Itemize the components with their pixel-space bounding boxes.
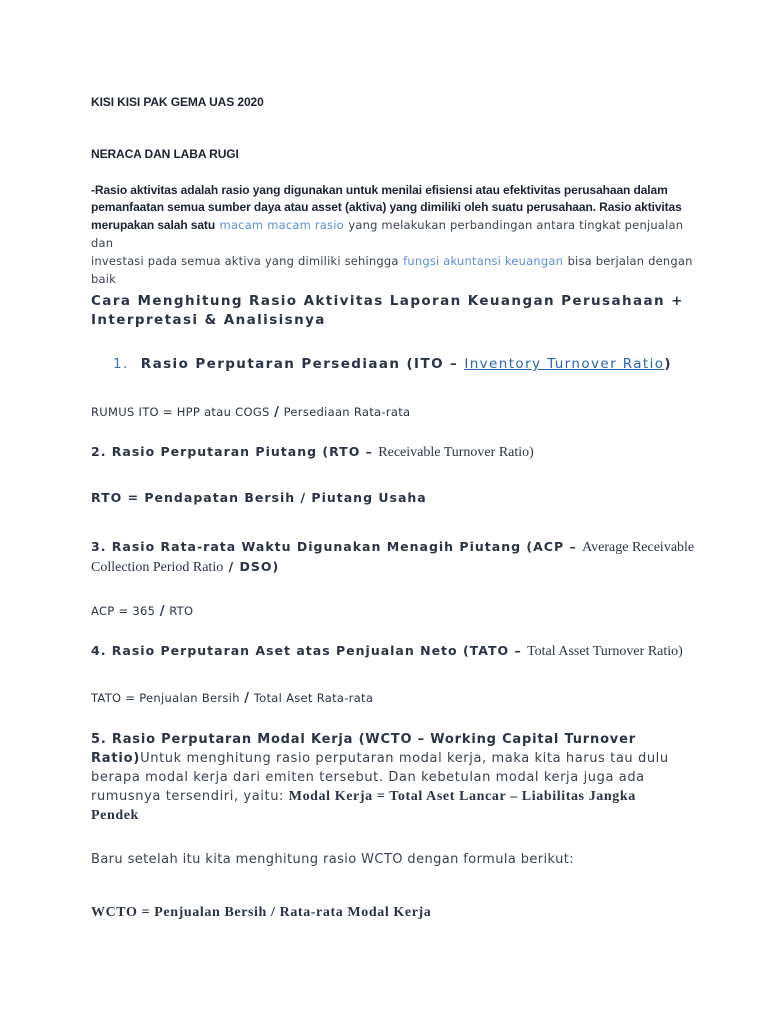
wcto-line-2-rest: Untuk menghitung rasio perputaran modal kerja, maka kita harus tau dulu bbox=[140, 751, 669, 766]
main-heading bbox=[91, 292, 696, 330]
rto-formula: RTO = Pendapatan Bersih / Piutang Usaha bbox=[91, 490, 427, 505]
tato-formula bbox=[91, 689, 696, 707]
wcto-section bbox=[91, 730, 708, 825]
ito-formula-slash: / bbox=[274, 405, 280, 420]
acp-formula bbox=[91, 602, 696, 620]
tato-heading bbox=[91, 643, 696, 660]
acp-line-2-serif: Collection Period Ratio bbox=[91, 560, 224, 575]
intro-line-4: investasi pada semua aktiva yang dimiliki sehingga bbox=[91, 254, 399, 268]
ito-formula bbox=[91, 403, 696, 421]
intro-paragraph bbox=[91, 182, 696, 288]
intro-line-2: pemanfaatan semua sumber daya atau asset (aktiva) yang dimiliki oleh suatu perusahaan. Rasio aktivitas bbox=[91, 200, 682, 214]
main-heading-line-2: Interpretasi & Analisisnya bbox=[91, 312, 326, 328]
document-title: KISI KISI PAK GEMA UAS 2020 bbox=[91, 95, 264, 109]
intro-line-1: -Rasio aktivitas adalah rasio yang digunakan untuk menilai efisiensi atau efektivitas perusahaan dalam bbox=[91, 183, 668, 197]
tato-heading-serif: Total Asset Turnover Ratio) bbox=[527, 644, 683, 659]
tato-formula-label: TATO = Penjualan Bersih bbox=[91, 691, 240, 705]
acp-formula-slash: / bbox=[159, 604, 165, 619]
wcto-heading-line-1: 5. Rasio Perputaran Modal Kerja (WCTO – Working Capital Turnover bbox=[91, 732, 636, 747]
modal-kerja-formula: Modal Kerja = Total Aset Lancar – Liabilitas Jangka bbox=[288, 789, 636, 804]
section-subtitle: NERACA DAN LABA RUGI bbox=[91, 147, 239, 161]
intro-line-3-bold: merupakan salah satu bbox=[91, 218, 216, 232]
acp-line-2-rest: / DSO) bbox=[228, 559, 280, 574]
fungsi-akuntansi-link[interactable]: fungsi akuntansi keuangan bbox=[403, 254, 564, 268]
wcto-line-4: rumusnya tersendiri, yaitu: bbox=[91, 789, 285, 804]
tato-formula-rest: Total Aset Rata-rata bbox=[253, 691, 374, 705]
intro-line-3-rest: yang melakukan perbandingan antara tingkat penjualan dan bbox=[91, 218, 684, 250]
acp-heading-text: 3. Rasio Rata-rata Waktu Digunakan Menagih Piutang (ACP – bbox=[91, 539, 577, 554]
wcto-heading-line-2: Ratio) bbox=[91, 751, 141, 766]
rto-heading-text: 2. Rasio Perputaran Piutang (RTO – bbox=[91, 444, 373, 459]
ito-formula-rest: Persediaan Rata-rata bbox=[283, 405, 411, 419]
tato-formula-slash: / bbox=[244, 691, 250, 706]
intro-line-4-rest: bisa berjalan dengan baik bbox=[91, 254, 693, 286]
macam-rasio-link[interactable]: macam macam rasio bbox=[219, 218, 344, 232]
wcto-intro-text: Baru setelah itu kita menghitung rasio WCTO dengan formula berikut: bbox=[91, 852, 575, 867]
wcto-formula: WCTO = Penjualan Bersih / Rata-rata Modal Kerja bbox=[91, 905, 432, 920]
rto-heading-serif: Receivable Turnover Ratio) bbox=[378, 445, 534, 460]
main-heading-line-1: Cara Menghitung Rasio Aktivitas Laporan Keuangan Perusahaan + bbox=[91, 293, 684, 309]
rto-heading bbox=[91, 444, 696, 461]
wcto-line-3: berapa modal kerja dari emiten tersebut. Dan kebetulan modal kerja juga ada bbox=[91, 770, 645, 785]
inventory-turnover-link[interactable]: Inventory Turnover Ratio bbox=[464, 356, 665, 372]
acp-heading-serif: Average Receivable bbox=[582, 540, 695, 555]
acp-heading bbox=[91, 537, 696, 577]
modal-kerja-formula-end: Pendek bbox=[91, 808, 139, 823]
acp-formula-rest: RTO bbox=[169, 604, 194, 618]
ito-heading bbox=[113, 355, 696, 374]
ito-number: 1. bbox=[113, 356, 129, 372]
acp-formula-label: ACP = 365 bbox=[91, 604, 156, 618]
tato-heading-text: 4. Rasio Perputaran Aset atas Penjualan Neto (TATO – bbox=[91, 643, 522, 658]
ito-heading-text: Rasio Perputaran Persediaan (ITO – bbox=[140, 356, 459, 372]
ito-heading-close: ) bbox=[664, 356, 672, 372]
ito-formula-label: RUMUS ITO = HPP atau COGS bbox=[91, 405, 270, 419]
